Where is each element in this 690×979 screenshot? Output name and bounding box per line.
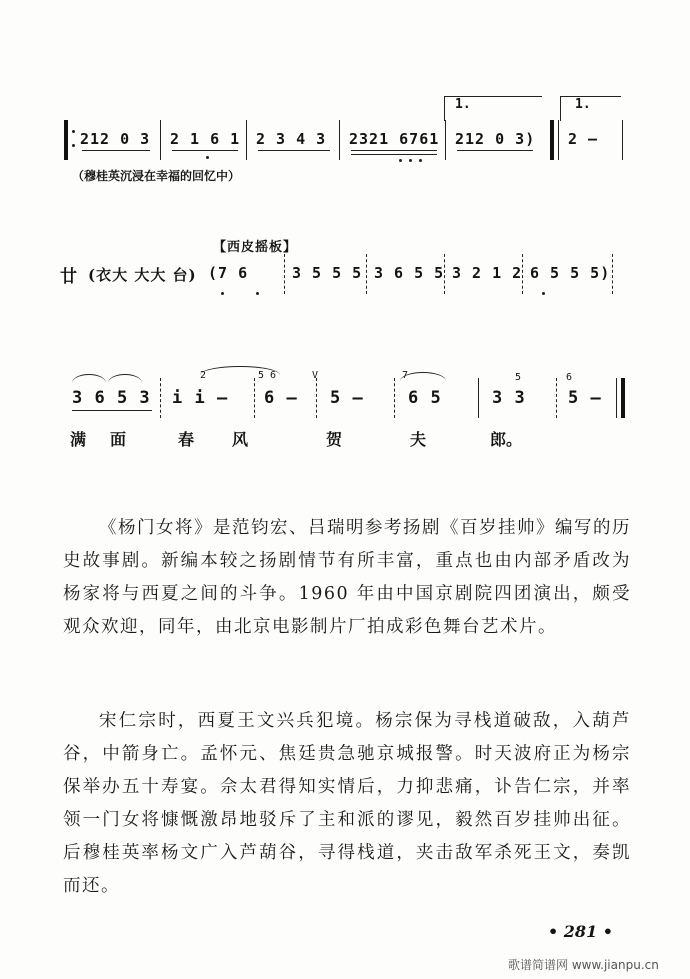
grace-note: 5 6: [258, 370, 277, 381]
lyric: 满: [70, 430, 87, 449]
score-lead-char: 廿: [60, 267, 77, 287]
low-octave-dot: [409, 159, 412, 162]
barline: [254, 378, 255, 418]
barline: [445, 120, 446, 160]
barline: [444, 254, 445, 294]
repeat-end-barline: [550, 120, 554, 160]
final-barline: [621, 378, 625, 418]
repeat-dot: [72, 144, 75, 147]
barline: [339, 120, 340, 160]
low-octave-dot: [206, 156, 209, 159]
barline: [522, 254, 523, 294]
grace-note: 5: [515, 372, 522, 383]
rhythm-underline: [72, 410, 152, 411]
measure: 212 0 3): [455, 130, 536, 148]
lyric: 春: [178, 430, 195, 449]
paragraph-intro: 《杨门女将》是范钧宏、吕瑞明参考扬剧《百岁挂帅》编写的历史故事剧。新编本较之扬剧情节有所丰富，重点也由内部矛盾改为杨家将与西夏之间的斗争。1960 年由中国京剧院四团演出，颇受观众欢迎，同年，由北京电影制片厂拍成彩色舞台艺术片。: [63, 518, 631, 637]
barline: [558, 120, 559, 160]
lyric: 郎。: [490, 430, 523, 449]
barline: [160, 378, 161, 418]
grace-note: 6: [566, 372, 573, 383]
rhythm-underline: [351, 154, 437, 155]
rhythm-underline: [457, 150, 533, 151]
measure: 6 –: [264, 388, 298, 408]
measure: 2321 6761: [349, 130, 440, 148]
measure: 3 6 5 5: [374, 264, 445, 282]
measure: 3 6 5 3: [72, 388, 151, 408]
measure: 3 3: [492, 388, 526, 408]
slur: [400, 372, 446, 381]
measure: 5 –: [568, 388, 602, 408]
measure: 3 2 1 2: [452, 264, 523, 282]
rhythm-underline: [351, 150, 437, 151]
lyric: 风: [232, 430, 249, 449]
slur: [108, 374, 142, 383]
barline: [612, 254, 613, 294]
measure: 6 5 5 5): [530, 264, 611, 282]
repeat-dot: [72, 130, 75, 133]
low-octave-dot: [542, 292, 545, 295]
barline: [246, 120, 247, 160]
measure: (衣大 大大 台): [88, 266, 197, 284]
barline: [316, 378, 317, 418]
measure: 3 5 5 5: [292, 264, 363, 282]
slur: [200, 366, 280, 375]
measure: 2 –: [568, 130, 599, 148]
lyric: 贺: [326, 430, 343, 449]
measure: 2 3 4 3: [256, 130, 327, 148]
stage-direction: （穆桂英沉浸在幸福的回忆中）: [72, 169, 241, 183]
low-octave-dot: [221, 292, 224, 295]
grace-note: 7: [402, 370, 409, 381]
barline: [622, 120, 623, 160]
rhythm-underline: [172, 150, 238, 151]
rhythm-underline: [82, 150, 150, 151]
score-row-3: [0, 360, 690, 420]
measure: (7 6: [208, 264, 249, 282]
barline: [160, 120, 161, 160]
measure: 5 –: [330, 388, 364, 408]
barline: [556, 378, 557, 418]
paragraph-synopsis: 宋仁宗时，西夏王文兴兵犯境。杨宗保为寻栈道破敌，入葫芦谷，中箭身亡。孟怀元、焦廷贵急驰京城报警。时天波府正为杨宗保举办五十寿宴。佘太君得知实情后，力抑悲痛，讣告仁宗，并率领一门女将慷慨激昂地驳斥了主和派的谬见，毅然百岁挂帅出征。后穆桂英率杨文广入芦葫谷，寻得栈道，夹击敌军杀死王文，奏凯而还。: [63, 711, 631, 896]
barline: [366, 254, 367, 294]
low-octave-dot: [399, 159, 402, 162]
score-row-1: [0, 0, 690, 190]
grace-note: 2: [200, 370, 207, 381]
repeat-start-barline: [64, 120, 68, 160]
volta-label-2: 1.: [575, 97, 591, 112]
rhythm-underline: [258, 150, 330, 151]
lyric: 面: [110, 430, 127, 449]
measure: 2 1 6 1: [170, 130, 241, 148]
score-row-2: [0, 250, 690, 310]
barline: [478, 378, 479, 418]
volta-label-1: 1.: [455, 97, 471, 112]
breath-mark: V: [312, 370, 319, 381]
low-octave-dot: [256, 292, 259, 295]
measure: 6 5: [408, 388, 442, 408]
page-number: • 281 •: [548, 922, 613, 941]
measure: i i –: [172, 388, 229, 408]
site-watermark: 歌谱简谱网 www.jianpu.cn: [508, 958, 659, 972]
low-octave-dot: [419, 159, 422, 162]
slur: [72, 374, 106, 383]
barline: [284, 254, 285, 294]
lyric: 夫: [410, 430, 427, 449]
final-barline: [616, 378, 617, 418]
measure: 212 0 3: [80, 130, 151, 148]
tempo-tag: 【西皮摇板】: [213, 240, 298, 255]
barline: [394, 378, 395, 418]
